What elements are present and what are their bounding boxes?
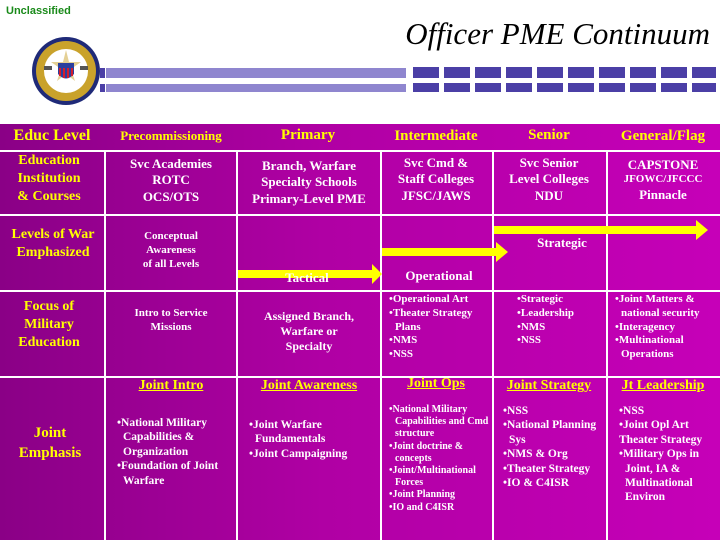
banner-block — [661, 67, 687, 78]
jt-leadership-heading: Jt Leadership — [621, 378, 705, 393]
banner-block — [475, 83, 501, 92]
cell-joint-intermediate: •National Military Capabilities and Cmd structure •Joint doctrine & concepts •Joint/Multinational Forces •Joint Planning •IO and C4ISR — [389, 404, 489, 513]
banner-bar — [106, 84, 406, 92]
cell-focus-general: •Joint Matters & national security •Interagency •Multinational Operations — [615, 293, 700, 360]
banner-block — [692, 67, 716, 78]
cell-focus-intermediate: •Operational Art •Theater Strategy Plans •NMS •NSS — [389, 293, 473, 360]
row-label-focus: Focus of Military Education — [18, 299, 80, 351]
banner-block — [444, 83, 470, 92]
banner-block — [568, 83, 594, 92]
cell-joint-senior: •NSS •National Planning Sys •NMS & Org •Theater Strategy •IO & C4ISR — [503, 405, 597, 489]
banner-bar — [100, 84, 105, 92]
label-operational: Operational — [405, 268, 473, 283]
banner-bar — [100, 68, 105, 78]
row-label-institution: Education Institution & Courses — [17, 153, 81, 205]
cell-institution-general: CAPSTONE JFOWC/JFCCC Pinnacle — [623, 157, 703, 202]
cell-levels-precommissioning: Conceptual Awareness of all Levels — [142, 230, 200, 270]
banner-block — [444, 67, 470, 78]
joint-strategy-heading: Joint Strategy — [506, 378, 592, 393]
banner-block — [413, 67, 439, 78]
banner-block — [599, 67, 625, 78]
cell-focus-senior: •Strategic •Leadership •NMS •NSS — [517, 293, 575, 347]
classification-label: Unclassified — [6, 5, 71, 17]
cell-institution-precommissioning: Svc Academies ROTC OCS/OTS — [130, 156, 212, 204]
cell-joint-primary: •Joint Warfare Fundamentals •Joint Campaigning — [249, 419, 348, 460]
banner-block — [475, 67, 501, 78]
cell-focus-primary: Assigned Branch, Warfare or Specialty — [263, 309, 355, 353]
banner-block — [413, 83, 439, 92]
banner-block — [506, 83, 532, 92]
banner-block — [599, 83, 625, 92]
cell-institution-intermediate: Svc Cmd & Staff Colleges JFSC/JAWS — [397, 155, 475, 203]
joint-ops-heading: Joint Ops — [407, 376, 465, 391]
joint-intro-heading: Joint Intro — [138, 378, 204, 393]
banner-block — [630, 83, 656, 92]
joint-awareness-heading: Joint Awareness — [260, 378, 358, 393]
banner-bar — [106, 68, 406, 78]
header-primary: Primary — [280, 127, 336, 143]
header-precommissioning: Precommissioning — [120, 128, 222, 143]
banner-block — [661, 83, 687, 92]
banner-block — [537, 83, 563, 92]
label-tactical: Tactical — [285, 270, 329, 285]
header-intermediate: Intermediate — [394, 128, 478, 144]
joint-chiefs-seal-icon — [31, 36, 101, 106]
header-educ-level: Educ Level — [13, 127, 91, 144]
banner-block — [568, 67, 594, 78]
cell-institution-senior: Svc Senior Level Colleges NDU — [509, 155, 589, 203]
operational-arrow — [382, 242, 508, 262]
header-general-flag: General/Flag — [620, 128, 706, 144]
row-label-levels: Levels of War Emphasized — [11, 227, 95, 261]
row-label-joint: Joint Emphasis — [18, 425, 82, 461]
label-strategic: Strategic — [537, 235, 587, 250]
pme-table — [0, 124, 720, 540]
cell-focus-precommissioning: Intro to Service Missions — [134, 307, 208, 333]
header-senior: Senior — [528, 127, 570, 143]
cell-joint-general: •NSS •Joint Opl Art Theater Strategy •Military Ops in Joint, IA & Multinational Environ — [619, 405, 703, 504]
row-divider — [0, 290, 720, 292]
cell-joint-precommissioning: •National Military Capabilities & Organization •Foundation of Joint Warfare — [117, 417, 219, 487]
levels-arrows — [0, 124, 720, 290]
cell-institution-primary: Branch, Warfare Specialty Schools Primary-Level PME — [252, 158, 366, 206]
banner-block — [506, 67, 532, 78]
banner-block — [537, 67, 563, 78]
page-title: Officer PME Continuum — [405, 16, 710, 51]
banner-block — [692, 83, 716, 92]
banner-block — [630, 67, 656, 78]
